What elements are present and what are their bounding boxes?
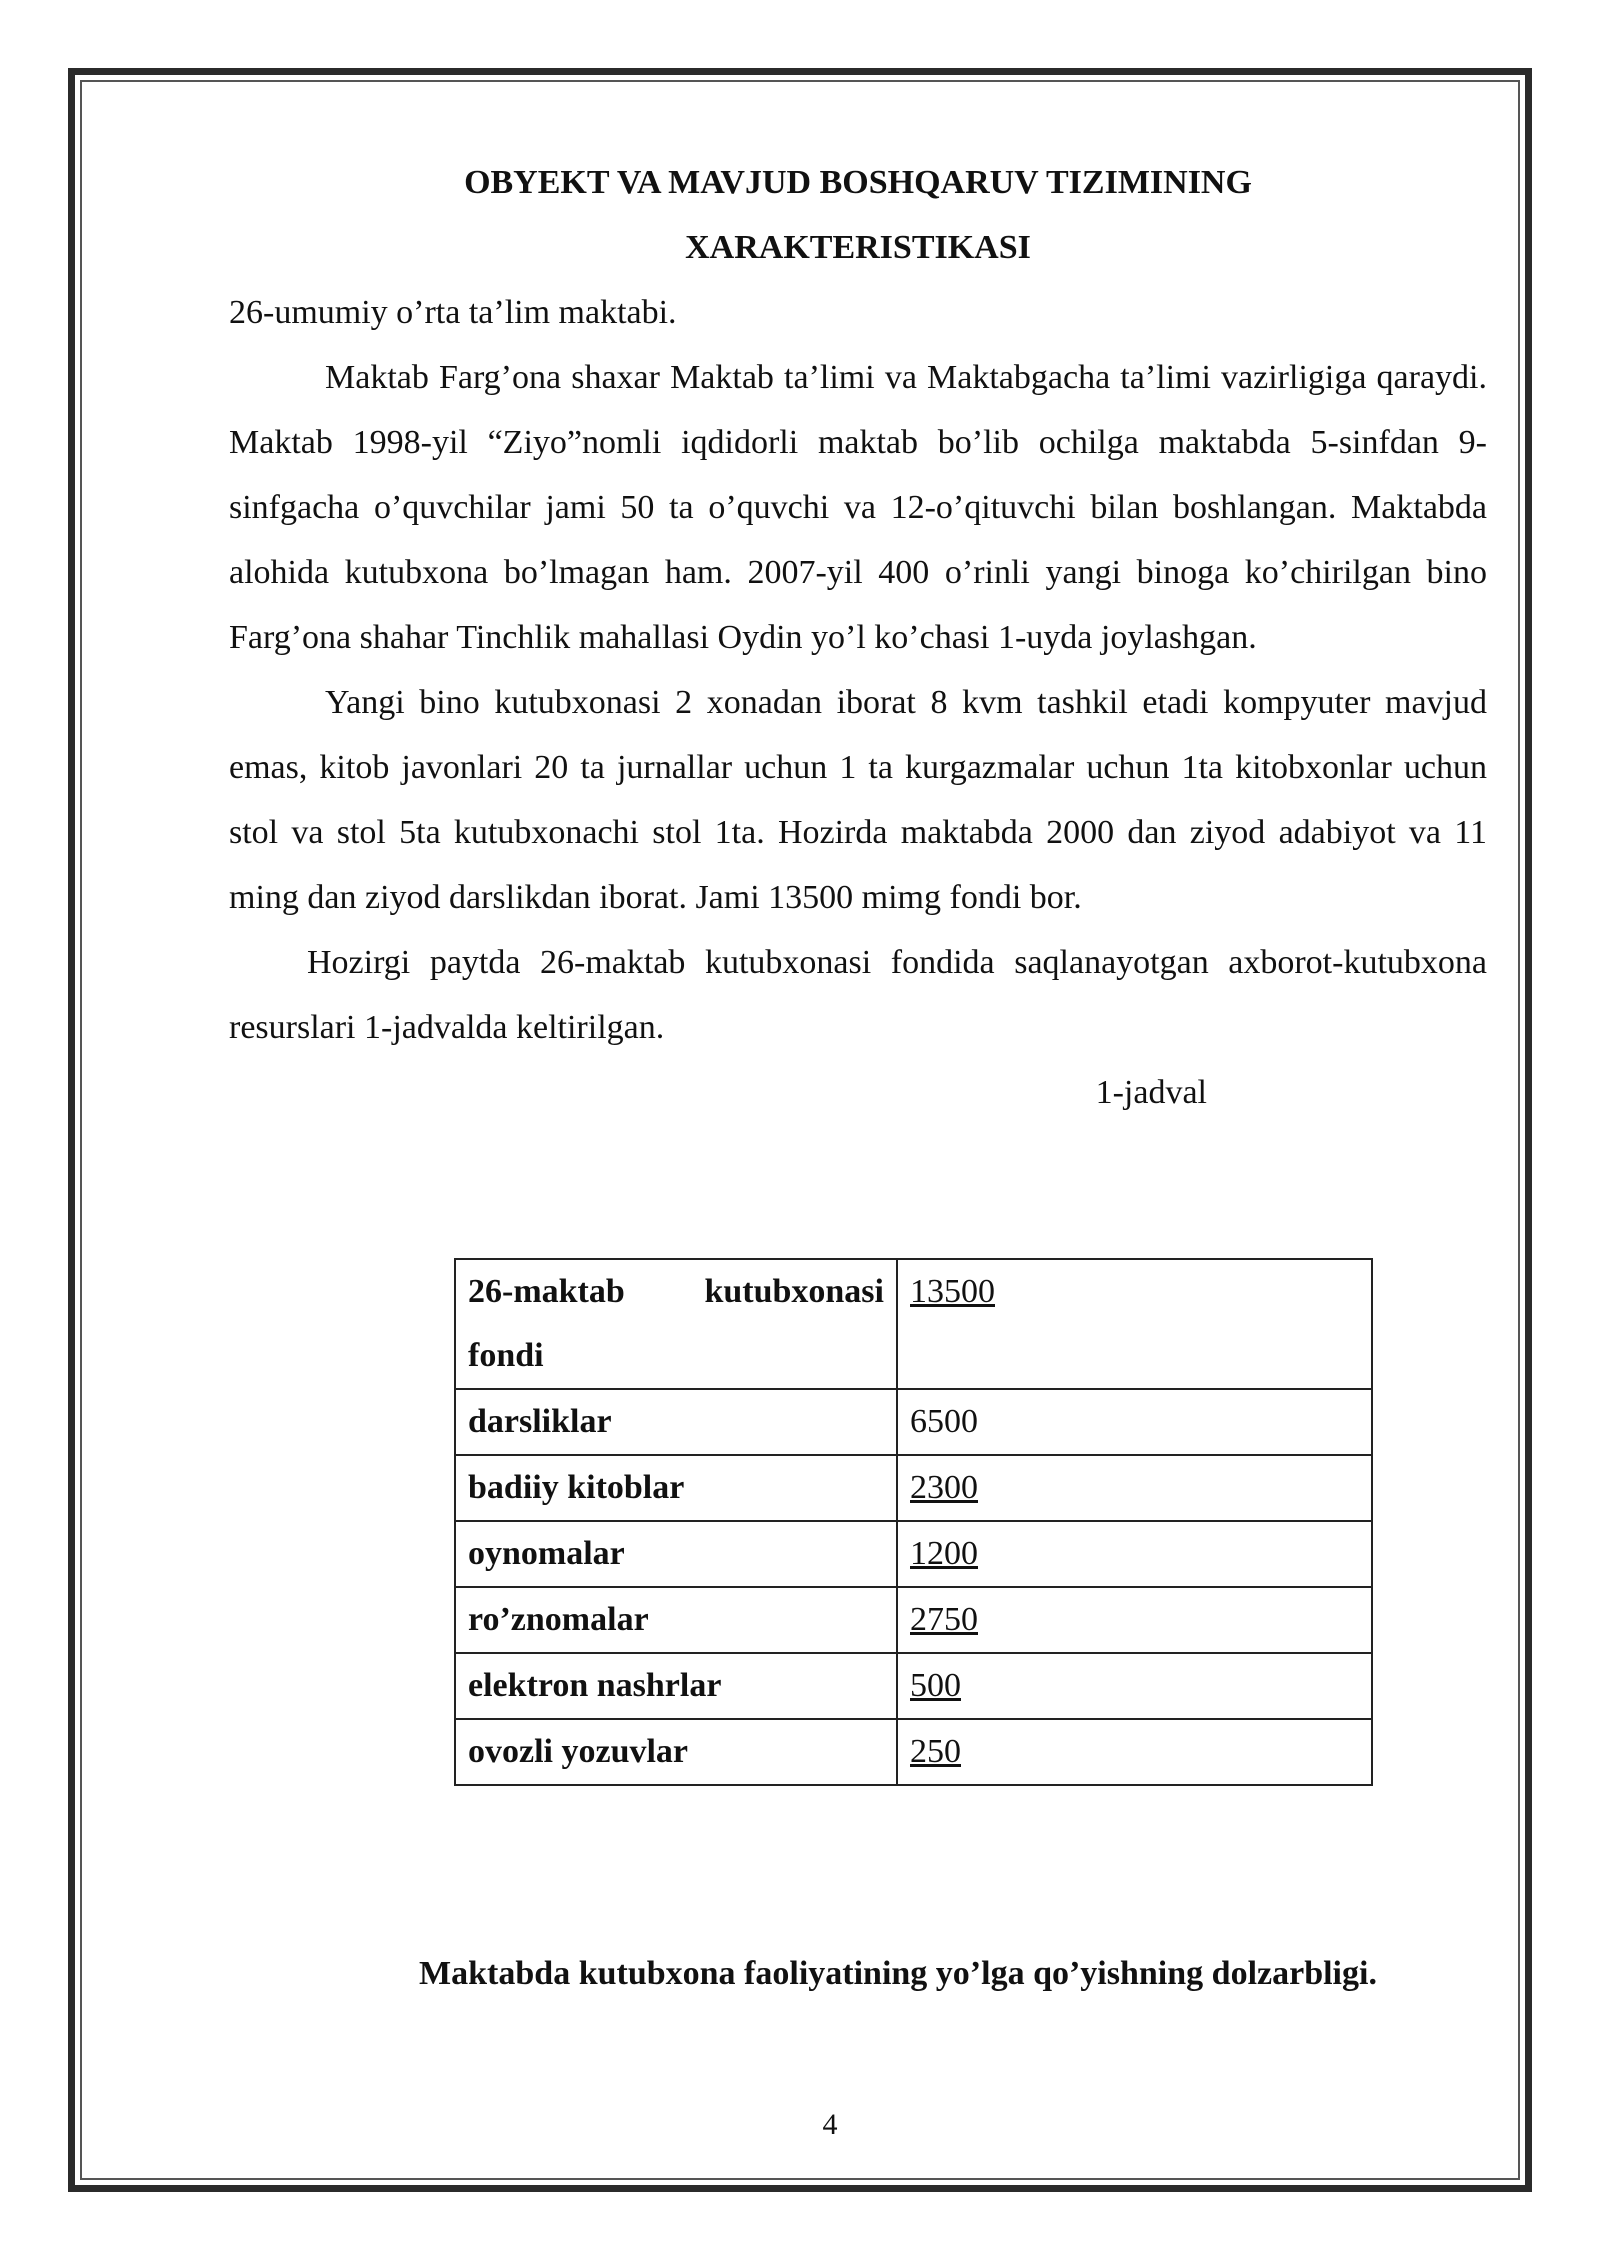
- row-label: elektron nashrlar: [455, 1653, 897, 1719]
- table-row: [455, 1719, 1372, 1785]
- row-label: oynomalar: [455, 1521, 897, 1587]
- row-value-cell: [897, 1389, 1372, 1455]
- table-row: [455, 1455, 1372, 1521]
- row-value: 2750: [910, 1601, 978, 1638]
- paragraph-library: Yangi bino kutubxonasi 2 xonadan iborat 8 kvm tashkil etadi kompyuter mavjud emas, kitob javonlari 20 ta jurnallar uchun 1 ta kurgazmalar uchun 1ta kitobxonlar uchun stol va stol 5ta kutubxonachi stol 1ta. Hozirda maktabda 2000 dan ziyod adabiyot va 11 ming dan ziyod darslikdan iborat. Jami 13500 mimg fondi bor.: [229, 684, 1487, 916]
- row-value-cell: [897, 1653, 1372, 1719]
- row-value: 250: [910, 1733, 961, 1770]
- row-value: 13500: [910, 1273, 995, 1310]
- section-title: Maktabda kutubxona faoliyatining yo’lga qo’yishning dolzarbligi.: [419, 1955, 1377, 1992]
- paragraph-resources: Hozirgi paytda 26-maktab kutubxonasi fondida saqlanayotgan axborot-kutubxona resurslari 1-jadvalda keltirilgan.: [229, 944, 1487, 1046]
- library-fund-table: [454, 1258, 1373, 1786]
- school-name: 26-umumiy o’rta ta’lim maktabi.: [229, 294, 677, 331]
- paragraph-history: Maktab Farg’ona shaxar Maktab ta’limi va Maktabgacha ta’limi vazirligiga qaraydi. Maktab 1998-yil “Ziyo”nomli iqdidorli maktab bo’lib ochilga maktabda 5-sinfdan 9-sinfgacha o’quvchilar jami 50 ta o’quvchi va 12-o’qituvchi bilan boshlangan. Maktabda alohida kutubxona bo’lmagan ham. 2007-yil 400 o’rinli yangi binoga ko’chirilgan bino Farg’ona shahar Tinchlik mahallasi Oydin yo’l ko’chasi 1-uyda joylashgan.: [229, 359, 1487, 656]
- table-row: [455, 1587, 1372, 1653]
- row-value-cell: [897, 1455, 1372, 1521]
- row-value-cell: [897, 1521, 1372, 1587]
- row-value: 1200: [910, 1535, 978, 1572]
- page-number: 4: [822, 2108, 838, 2141]
- row-label: darsliklar: [455, 1389, 897, 1455]
- table-caption: 1-jadval: [1095, 1074, 1207, 1111]
- table-row: [455, 1521, 1372, 1587]
- row-value: 2300: [910, 1469, 978, 1506]
- heading-line-1: OBYEKT VA MAVJUD BOSHQARUV TIZIMINING: [464, 164, 1252, 201]
- heading-line-2: XARAKTERISTIKASI: [685, 229, 1031, 266]
- row-value: 6500: [910, 1403, 978, 1440]
- row-value-cell: [897, 1719, 1372, 1785]
- table-row: [455, 1653, 1372, 1719]
- document-body: [229, 150, 1487, 1125]
- row-label: ovozli yozuvlar: [455, 1719, 897, 1785]
- table-row: [455, 1259, 1372, 1389]
- row-value: 500: [910, 1667, 961, 1704]
- row-label: ro’znomalar: [455, 1587, 897, 1653]
- document-heading: [229, 150, 1487, 280]
- row-value-cell: [897, 1587, 1372, 1653]
- row-value-cell: [897, 1259, 1372, 1389]
- row-label: badiiy kitoblar: [455, 1455, 897, 1521]
- row-label: 26-maktab kutubxonasi fondi: [455, 1259, 897, 1389]
- table-row: [455, 1389, 1372, 1455]
